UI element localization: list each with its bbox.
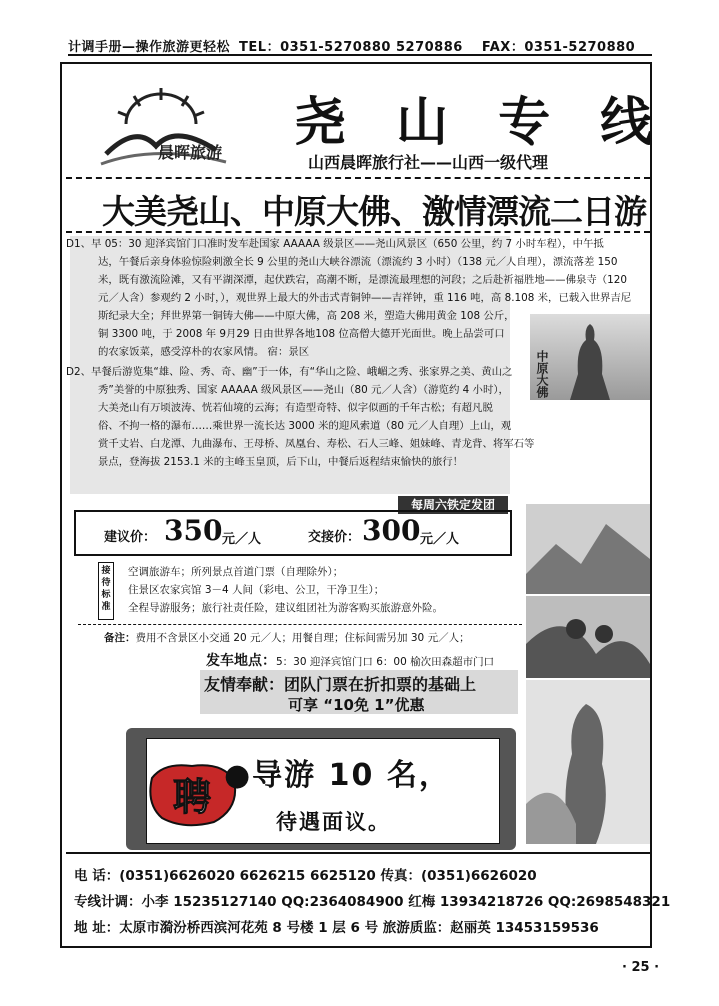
departure-label: 发车地点： [206, 653, 276, 669]
itinerary-line: D1、早 05：30 迎泽宾馆门口准时发车赴国家 AAAAA 级景区——尧山风景区（650 公里，约 7 小时车程），中午抵 [66, 238, 604, 250]
logo-text: 晨晖旅游 [158, 143, 223, 162]
transfer-price-value: 300 [362, 514, 421, 547]
divider [66, 177, 650, 179]
header-fax: FAX：0351-5270880 [481, 40, 636, 55]
itinerary-line: D2、早餐后游览集“雄、险、秀、奇、幽”于一体，有“华山之险、峨嵋之秀、张家界之美、黄山之 [66, 366, 513, 378]
page-title: 尧 山 专 线 [294, 92, 669, 153]
divider [66, 231, 650, 233]
contact-block [66, 852, 671, 946]
discount-line2: 可享 “10免 1”优惠 [288, 696, 425, 714]
discount-line1: 友情奉献：团队门票在折扣票的基础上 [204, 675, 477, 694]
departure-text: 5：30 迎泽宾馆门口 6：00 榆次田森超市门口 [276, 656, 495, 668]
itinerary-line: 达，午餐后亲身体验惊险刺激全长 9 公里的尧山大峡谷漂流（漂流约 3 小时）（138 元／人自理），漂流落差 150 [98, 256, 618, 268]
standard-line: 住景区农家宾馆 3－4 人间（彩电、公卫，干净卫生）； [128, 584, 385, 596]
itinerary-line: 秀”美誉的中原独秀、国家 AAAAA 级风景区——尧山（80 元／人含）（游览约 4 小时）， [98, 384, 509, 396]
itinerary-line: 赏千丈岩、白龙潭、九曲瀑布、王母桥、凤凰台、寿松、石人三峰、姐妹峰、青龙背、将军石等 [98, 438, 535, 450]
buddha-photo [530, 314, 650, 400]
itinerary-line: 的农家饭菜，感受淳朴的农家风情。 宿：景区 [98, 346, 310, 358]
scenic-photo-column [526, 504, 650, 844]
itinerary-line: 大美尧山有万顷波涛、恍若仙境的云海；有造型奇特、似字似画的千年古松；有超凡脱 [98, 402, 493, 414]
divider [78, 624, 522, 625]
suggested-price-unit: 元／人 [222, 532, 262, 547]
contact-phone-line: 电 话：(0351)6626020 6626215 6625120 传真：(0351)6626020 [74, 868, 537, 884]
departure-points [206, 650, 494, 670]
service-standard-badge: 接待标准 [98, 562, 114, 620]
standard-line: 空调旅游车；所列景点首道门票（自理除外）； [128, 566, 344, 578]
contact-address-line: 地 址：太原市漪汾桥西滨河花苑 8 号楼 1 层 6 号 旅游质监：赵丽英 13453159536 [74, 920, 599, 936]
suggested-price-value: 350 [164, 514, 223, 547]
recruit-pay: 待遇面议。 [276, 810, 391, 834]
itinerary-block [66, 236, 632, 494]
header-slogan: 计调手册—操作旅游更轻松 [68, 40, 231, 55]
itinerary-line: 米，既有激流险滩，又有平湖深潭，起伏跌宕，高潮不断，是漂流最理想的河段；之后赴祈福胜地——佛泉寺（120 [98, 274, 627, 286]
page-number: · 25 · [622, 960, 660, 975]
itinerary-line: 元／人含）参观约 2 小时，），观世界上最大的外击式青铜钟——吉祥钟，重 116 吨，高 8.108 米，已载入世界吉尼 [98, 292, 632, 304]
notes [104, 630, 470, 645]
agency-name: 山西晨晖旅行社——山西一级代理 [308, 153, 549, 172]
standard-line: 全程导游服务；旅行社责任险，建议组团社为游客购买旅游意外险。 [128, 602, 443, 614]
itinerary-line: 景点，登海拔 2153.1 米的主峰玉皇顶，后下山，中餐后返程结束愉快的旅行！ [98, 456, 464, 468]
page-header [68, 36, 652, 58]
photo-caption: 中原大佛 [535, 350, 549, 398]
notes-label: 备注： [104, 632, 136, 644]
transfer-price-unit: 元／人 [420, 532, 460, 547]
recruit-badge-text: 聘 [172, 774, 212, 819]
header-tel: TEL：0351-5270880 5270886 [239, 40, 463, 55]
tour-headline: 大美尧山、中原大佛、激情漂流二日游 [102, 192, 646, 231]
notes-text: 费用不含景区小交通 20 元／人；用餐自理；住标间需另加 30 元／人； [135, 632, 470, 644]
itinerary-line: 俗、不拘一格的瀑布……乘世界一流长达 3000 米的迎风索道（80 元／人自理）上山，观 [98, 420, 512, 432]
price-box [74, 510, 512, 556]
itinerary-line: 铜 3300 吨，于 2008 年 9月29 日由世界各地108 位高僧大德开光面世。晚上品尝可口 [98, 328, 505, 340]
suggested-price-label: 建议价： [104, 530, 157, 545]
agency-logo [96, 84, 246, 174]
transfer-price-label: 交接价： [308, 530, 361, 545]
contact-planner-line: 专线计调：小李 15235127140 QQ:2364084900 红梅 13934218726 QQ:2698548321 [74, 894, 671, 910]
discount-banner [200, 670, 518, 714]
departure-badge: 每周六铁定发团 [398, 496, 508, 514]
recruit-guide-count: ●导游 10 名， [224, 758, 451, 793]
itinerary-line: 斯纪录大全；拜世界第一铜铸大佛——中原大佛，高 208 米，塑造大佛用黄金 108 公斤， [98, 310, 515, 322]
